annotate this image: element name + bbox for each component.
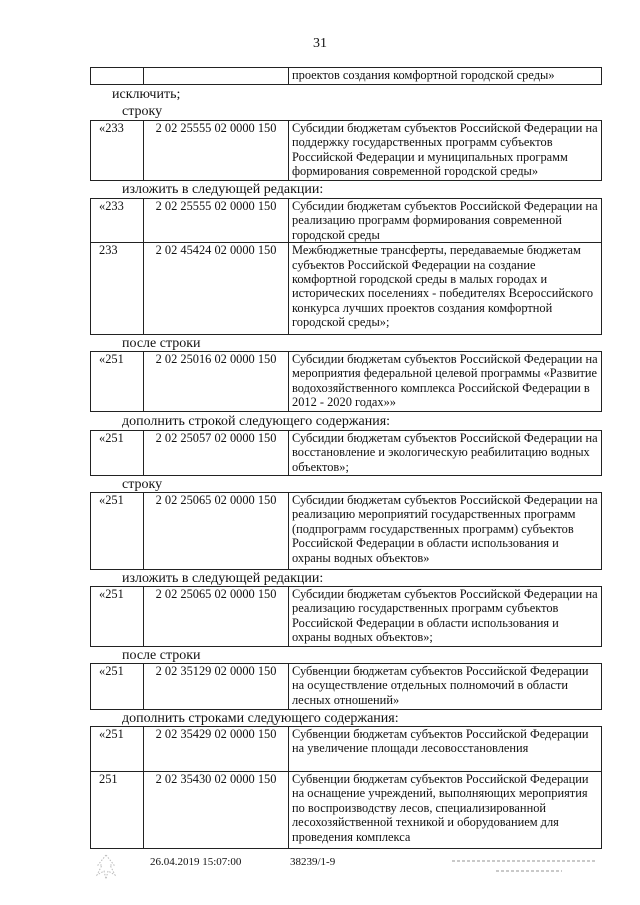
instruction-restate: изложить в следующей редакции: (122, 571, 324, 586)
table-row (91, 587, 602, 647)
instruction-row: строку (122, 477, 163, 492)
cell-code: «251 (91, 587, 144, 647)
table-row (91, 772, 602, 849)
table-new-233 (90, 198, 602, 335)
cell-kbk (144, 68, 289, 85)
table-row (91, 121, 602, 181)
table-add-251-forest (90, 726, 602, 849)
instruction-after-row: после строки (122, 648, 201, 663)
instruction-exclude: исключить; (112, 87, 181, 102)
cell-description: Субвенции бюджетам субъектов Российской Федерации на увеличение площади лесовосстановления (289, 727, 602, 772)
cell-description: Субсидии бюджетам субъектов Российской Федерации на реализацию мероприятий государственных программ (подпрограмм государственных программ) субъектов Российской Федерации в области использования и охраны водных объектов» (289, 493, 602, 570)
cell-description: проектов создания комфортной городской среды» (289, 68, 602, 85)
cell-kbk: 2 02 35429 02 0000 150 (144, 727, 289, 772)
cell-code: «251 (91, 352, 144, 412)
cell-description: Субсидии бюджетам субъектов Российской Федерации на поддержку государственных программ субъектов Российской Федерации и муниципальных программ формирования современной городской среды» (289, 121, 602, 181)
cell-code: 233 (91, 243, 144, 335)
cell-description: Субвенции бюджетам субъектов Российской Федерации на оснащение учреждений, выполняющих мероприятия по воспроизводству лесов, специализированной лесохозяйственной техникой и оборудованием для проведения комплекса (289, 772, 602, 849)
cell-kbk: 2 02 25016 02 0000 150 (144, 352, 289, 412)
cell-code: «251 (91, 431, 144, 476)
cell-kbk: 2 02 25555 02 0000 150 (144, 199, 289, 243)
cell-kbk: 2 02 45424 02 0000 150 (144, 243, 289, 335)
cell-description: Субсидии бюджетам субъектов Российской Федерации на восстановление и экологическую реабилитацию водных объектов»; (289, 431, 602, 476)
table-row (91, 664, 602, 710)
page-number: 31 (313, 36, 327, 51)
stamp-mark-icon (94, 853, 118, 886)
cell-code (91, 68, 144, 85)
table-row (91, 431, 602, 476)
cell-kbk: 2 02 35129 02 0000 150 (144, 664, 289, 710)
instruction-add-rows: дополнить строками следующего содержания: (122, 711, 399, 726)
footer-doc-id: 38239/1-9 (290, 856, 336, 868)
table-row (91, 727, 602, 772)
cell-code: «233 (91, 121, 144, 181)
instruction-restate: изложить в следующей редакции: (122, 182, 324, 197)
cell-description: Субсидии бюджетам субъектов Российской Федерации на реализацию государственных программ субъектов Российской Федерации в области использования и охраны водных объектов»; (289, 587, 602, 647)
table-after-251 (90, 351, 602, 412)
cell-description: Субсидии бюджетам субъектов Российской Федерации на реализацию программ формирования современной городской среды (289, 199, 602, 243)
table-continuation (90, 67, 602, 85)
table-after-251-forest (90, 663, 602, 710)
table-add-251 (90, 430, 602, 476)
cell-kbk: 2 02 25065 02 0000 150 (144, 493, 289, 570)
table-row (91, 68, 602, 85)
cell-code: «251 (91, 664, 144, 710)
table-old-251 (90, 492, 602, 570)
cell-description: Субвенции бюджетам субъектов Российской Федерации на осуществление отдельных полномочий в области лесных отношений» (289, 664, 602, 710)
table-row (91, 493, 602, 570)
cell-kbk: 2 02 25057 02 0000 150 (144, 431, 289, 476)
cell-code: «251 (91, 727, 144, 772)
table-old-233 (90, 120, 602, 181)
table-new-251 (90, 586, 602, 647)
footer-timestamp: 26.04.2019 15:07:00 (150, 856, 242, 868)
cell-code: 251 (91, 772, 144, 849)
instruction-after-row: после строки (122, 336, 201, 351)
table-row (91, 352, 602, 412)
table-row (91, 243, 602, 335)
cell-kbk: 2 02 25065 02 0000 150 (144, 587, 289, 647)
cell-code: «251 (91, 493, 144, 570)
table-row (91, 199, 602, 243)
footer-watermark (452, 856, 602, 880)
instruction-row: строку (122, 104, 163, 119)
cell-kbk: 2 02 35430 02 0000 150 (144, 772, 289, 849)
instruction-add-row: дополнить строкой следующего содержания: (122, 414, 391, 429)
cell-code: «233 (91, 199, 144, 243)
cell-description: Межбюджетные трансферты, передаваемые бюджетам субъектов Российской Федерации на создание комфортной городской среды в малых городах и исторических поселениях - победителях Всероссийского конкурса лучших проектов создания комфортной городской среды»; (289, 243, 602, 335)
cell-description: Субсидии бюджетам субъектов Российской Федерации на мероприятия федеральной целевой программы «Развитие водохозяйственного комплекса Российской Федерации в 2012 - 2020 годах»» (289, 352, 602, 412)
cell-kbk: 2 02 25555 02 0000 150 (144, 121, 289, 181)
